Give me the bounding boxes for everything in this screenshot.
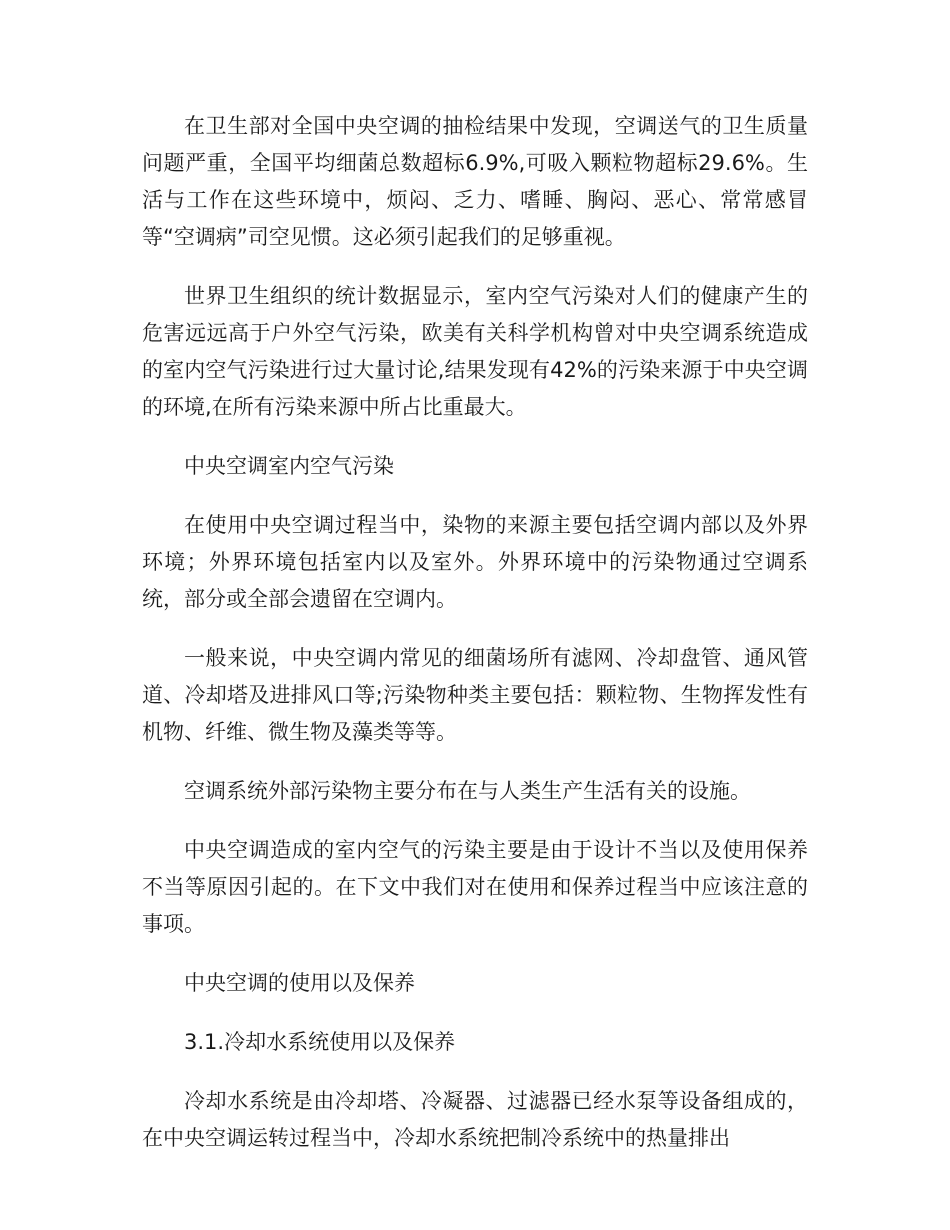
paragraph-cooling-water-system: 冷却水系统是由冷却塔、冷凝器、过滤器已经水泵等设备组成的，在中央空调运转过程当中，冷却水系统把制冷系统中的热量排出 <box>142 1089 808 1150</box>
section-heading-usage-maintenance: 中央空调的使用以及保养 <box>184 971 415 995</box>
paragraph-external-pollutants: 空调系统外部污染物主要分布在与人类生产生活有关的设施。 <box>184 779 751 803</box>
paragraph-pollution-sources: 在使用中央空调过程当中，染物的来源主要包括空调内部以及外界环境；外界环境包括室内以及室外。外界环境中的污染物通过空调系统，部分或全部会遗留在空调内。 <box>142 513 808 611</box>
paragraph-inspection-results: 在卫生部对全国中央空调的抽检结果中发现，空调送气的卫生质量问题严重，全国平均细菌总数超标6.9%,可吸入颗粒物超标29.6%。生活与工作在这些环境中，烦闷、乏力、嗜睡、胸闷、恶心、常常感冒等“空调病”司空见惯。这必须引起我们的足够重视。 <box>142 114 808 249</box>
paragraph-bacteria-locations: 一般来说，中央空调内常见的细菌场所有滤网、冷却盘管、通风管道、冷却塔及进排风口等;污染物种类主要包括：颗粒物、生物挥发性有机物、纤维、微生物及藻类等等。 <box>142 646 808 744</box>
paragraph-who-statistics: 世界卫生组织的统计数据显示，室内空气污染对人们的健康产生的危害远远高于户外空气污染，欧美有关科学机构曾对中央空调系统造成的室内空气污染进行过大量讨论,结果发现有42%的污染来源于中央空调的环境,在所有污染来源中所占比重最大。 <box>142 284 808 419</box>
paragraph-pollution-causes: 中央空调造成的室内空气的污染主要是由于设计不当以及使用保养不当等原因引起的。在下文中我们对在使用和保养过程当中应该注意的事项。 <box>142 838 808 936</box>
subsection-heading-cooling-water: 3.1.冷却水系统使用以及保养 <box>184 1030 456 1054</box>
section-heading-indoor-pollution: 中央空调室内空气污染 <box>184 454 394 478</box>
document-body <box>142 108 808 1179</box>
